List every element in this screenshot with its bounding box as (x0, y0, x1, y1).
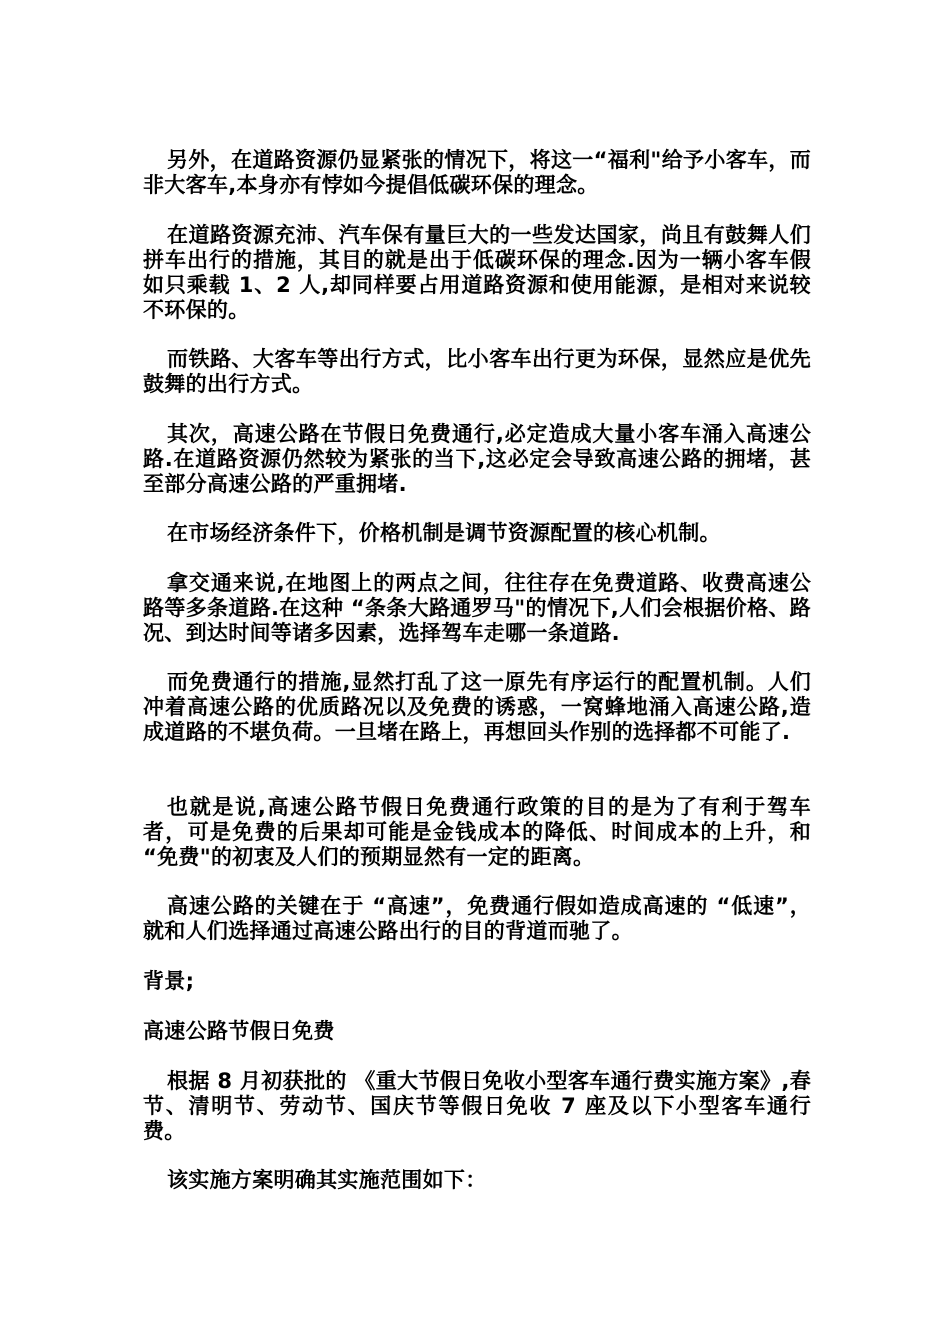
paragraph-route-choice: 拿交通来说,在地图上的两点之间，往往存在免费道路、收费高速公路等多条道路.在这种 “条条大路通罗马"的情况下,人们会根据价格、路况、到达时间等诸多因素，选择驾车走哪一条道路. (143, 571, 811, 645)
paragraph-high-speed-key: 高速公路的关键在于 “高速”，免费通行假如造成高速的 “低速”，就和人们选择通过高速公路出行的目的背道而驰了。 (143, 894, 811, 943)
paragraph-price-mechanism: 在市场经济条件下，价格机制是调节资源配置的核心机制。 (167, 521, 721, 545)
paragraph-developed-countries-carpool: 在道路资源充沛、汽车保有量巨大的一些发达国家，尚且有鼓舞人们拼车出行的措施，其目的就是出于低碳环保的理念.因为一辆小客车假如只乘载 1、2 人,却同样要占用道路资源和使用能源，是相对来说较不环保的。 (143, 223, 811, 322)
paragraph-rail-bus-preferred: 而铁路、大客车等出行方式，比小客车出行更为环保，显然应是优先鼓舞的出行方式。 (143, 347, 811, 396)
paragraph-policy-goal: 也就是说,高速公路节假日免费通行政策的目的是为了有利于驾车者，可是免费的后果却可能是金钱成本的降低、时间成本的上升，和 “免费"的初衷及人们的预期显然有一定的距离。 (143, 795, 811, 869)
paragraph-scope: 该实施方案明确其实施范围如下： (167, 1168, 487, 1192)
label-background: 背景; (143, 969, 195, 993)
paragraph-welfare-small-cars: 另外，在道路资源仍显紧张的情况下，将这一“福利"给予小客车，而非大客车,本身亦有悖如今提倡低碳环保的理念。 (143, 148, 811, 197)
paragraph-free-disrupts: 而免费通行的措施,显然打乱了这一原先有序运行的配置机制。人们冲着高速公路的优质路况以及免费的诱惑，一窝蜂地涌入高速公路,造成道路的不堪负荷。一旦堵在路上，再想回头作别的选择都不可能了. (143, 670, 811, 744)
paragraph-plan-approved: 根据 8 月初获批的 《重大节假日免收小型客车通行费实施方案》,春节、清明节、劳动节、国庆节等假日免收 7 座及以下小型客车通行费。 (143, 1069, 811, 1143)
paragraph-congestion: 其次，高速公路在节假日免费通行,必定造成大量小客车涌入高速公路.在道路资源仍然较为紧张的当下,这必定会导致高速公路的拥堵，甚至部分高速公路的严重拥堵. (143, 422, 811, 496)
section-heading: 高速公路节假日免费 (143, 1019, 335, 1043)
